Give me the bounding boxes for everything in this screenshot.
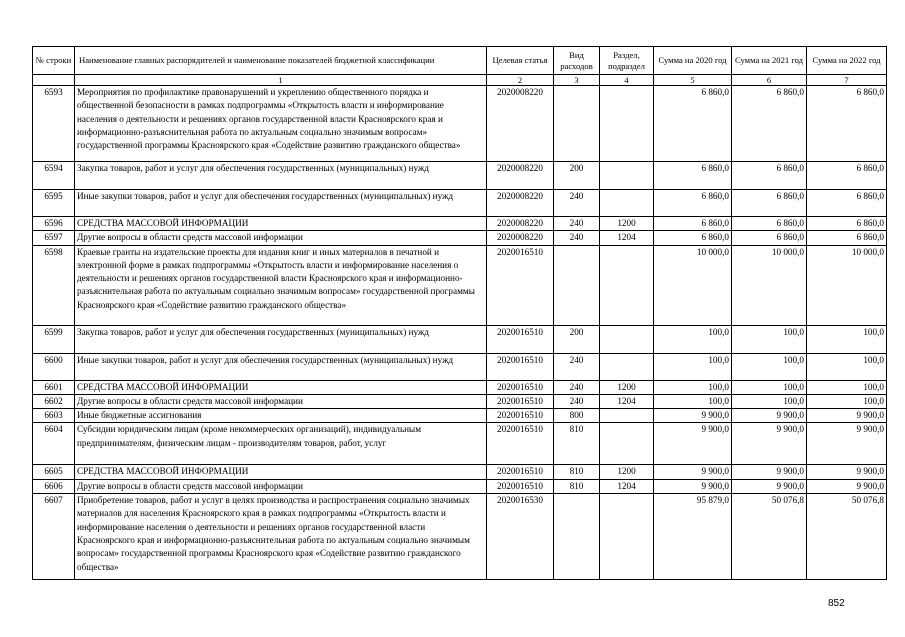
expense-kind-cell: 240 bbox=[554, 394, 600, 408]
sum-2022-cell: 6 860,0 bbox=[807, 190, 887, 217]
sum-2020-cell: 95 879,0 bbox=[654, 494, 732, 580]
header-name: Наименование главных распорядителей и наименование показателей бюджетной классификации bbox=[75, 47, 487, 75]
column-number: 4 bbox=[600, 75, 654, 86]
row-number-cell: 6607 bbox=[33, 494, 75, 580]
row-number-cell: 6601 bbox=[33, 380, 75, 394]
sum-2021-cell: 50 076,8 bbox=[732, 494, 807, 580]
row-number-cell: 6600 bbox=[33, 353, 75, 380]
row-name-cell: Мероприятия по профилактике правонарушений и укреплению общественного порядка и общественной безопасности в рамках подпрограммы «Открытость власти и информирование населения о деятельности и решениях органов государственной власти Красноярского края и информационно-разъяснительная работа по актуальным социально значимым вопросам» государственной программы Красноярского края «Содействие развитию гражданского общества» bbox=[75, 86, 487, 162]
sum-2020-cell: 10 000,0 bbox=[654, 245, 732, 325]
column-number-blank bbox=[33, 75, 75, 86]
expense-kind-cell: 810 bbox=[554, 479, 600, 493]
expense-kind-cell: 810 bbox=[554, 465, 600, 479]
expense-kind-cell bbox=[554, 86, 600, 162]
table-row bbox=[33, 245, 887, 325]
target-article-cell: 2020008220 bbox=[487, 231, 554, 245]
target-article-cell: 2020008220 bbox=[487, 86, 554, 162]
expense-kind-cell: 240 bbox=[554, 231, 600, 245]
section-cell bbox=[600, 325, 654, 353]
section-cell bbox=[600, 245, 654, 325]
target-article-cell: 2020008220 bbox=[487, 162, 554, 190]
table-row bbox=[33, 86, 887, 162]
section-cell bbox=[600, 162, 654, 190]
table-row bbox=[33, 394, 887, 408]
sum-2021-cell: 9 900,0 bbox=[732, 479, 807, 493]
sum-2020-cell: 100,0 bbox=[654, 394, 732, 408]
sum-2020-cell: 9 900,0 bbox=[654, 409, 732, 423]
sum-2020-cell: 9 900,0 bbox=[654, 465, 732, 479]
row-number-cell: 6596 bbox=[33, 217, 75, 231]
row-name-cell: Иные закупки товаров, работ и услуг для обеспечения государственных (муниципальных) нужд bbox=[75, 353, 487, 380]
row-number-cell: 6605 bbox=[33, 465, 75, 479]
row-name-cell: Субсидии юридическим лицам (кроме некоммерческих организаций), индивидуальным предпринимателям, физическим лицам - производителям товаров, работ, услуг bbox=[75, 423, 487, 465]
sum-2022-cell: 100,0 bbox=[807, 380, 887, 394]
sum-2021-cell: 6 860,0 bbox=[732, 217, 807, 231]
target-article-cell: 2020016510 bbox=[487, 353, 554, 380]
sum-2021-cell: 6 860,0 bbox=[732, 190, 807, 217]
target-article-cell: 2020016510 bbox=[487, 423, 554, 465]
sum-2021-cell: 9 900,0 bbox=[732, 423, 807, 465]
expense-kind-cell: 200 bbox=[554, 162, 600, 190]
row-number-cell: 6595 bbox=[33, 190, 75, 217]
column-number: 5 bbox=[654, 75, 732, 86]
row-name-cell: Другие вопросы в области средств массовой информации bbox=[75, 479, 487, 493]
row-name-cell: Приобретение товаров, работ и услуг в целях производства и распространения социально значимых материалов для населения Красноярского края в рамках подпрограммы «Открытость власти и информирование населения о деятельности и решениях органов государственной власти Красноярского края и информационно-разъяснительная работа по актуальным социально значимым вопросам» государственной программы Красноярского края «Содействие развитию гражданского общества» bbox=[75, 494, 487, 580]
row-name-cell: СРЕДСТВА МАССОВОЙ ИНФОРМАЦИИ bbox=[75, 380, 487, 394]
table-row bbox=[33, 162, 887, 190]
section-cell: 1204 bbox=[600, 394, 654, 408]
section-cell bbox=[600, 494, 654, 580]
expense-kind-cell: 810 bbox=[554, 423, 600, 465]
column-number: 6 bbox=[732, 75, 807, 86]
sum-2021-cell: 6 860,0 bbox=[732, 231, 807, 245]
header-sum-2020: Сумма на 2020 год bbox=[654, 47, 732, 75]
sum-2020-cell: 100,0 bbox=[654, 325, 732, 353]
sum-2020-cell: 9 900,0 bbox=[654, 479, 732, 493]
header-sum-2022: Сумма на 2022 год bbox=[807, 47, 887, 75]
row-name-cell: СРЕДСТВА МАССОВОЙ ИНФОРМАЦИИ bbox=[75, 465, 487, 479]
column-number: 1 bbox=[75, 75, 487, 86]
section-cell bbox=[600, 190, 654, 217]
table-row bbox=[33, 409, 887, 423]
sum-2021-cell: 6 860,0 bbox=[732, 86, 807, 162]
expense-kind-cell: 240 bbox=[554, 190, 600, 217]
header-target-article: Целевая статья bbox=[487, 47, 554, 75]
sum-2021-cell: 9 900,0 bbox=[732, 465, 807, 479]
section-cell bbox=[600, 86, 654, 162]
sum-2020-cell: 100,0 bbox=[654, 353, 732, 380]
sum-2022-cell: 100,0 bbox=[807, 325, 887, 353]
section-cell: 1204 bbox=[600, 479, 654, 493]
target-article-cell: 2020008220 bbox=[487, 217, 554, 231]
sum-2021-cell: 9 900,0 bbox=[732, 409, 807, 423]
row-number-cell: 6602 bbox=[33, 394, 75, 408]
row-number-cell: 6603 bbox=[33, 409, 75, 423]
target-article-cell: 2020016510 bbox=[487, 479, 554, 493]
expense-kind-cell: 800 bbox=[554, 409, 600, 423]
target-article-cell: 2020008220 bbox=[487, 190, 554, 217]
sum-2022-cell: 9 900,0 bbox=[807, 465, 887, 479]
table-row bbox=[33, 217, 887, 231]
sum-2022-cell: 100,0 bbox=[807, 394, 887, 408]
target-article-cell: 2020016510 bbox=[487, 409, 554, 423]
row-name-cell: СРЕДСТВА МАССОВОЙ ИНФОРМАЦИИ bbox=[75, 217, 487, 231]
header-row bbox=[33, 47, 887, 75]
column-numbers-row bbox=[33, 75, 887, 86]
sum-2020-cell: 6 860,0 bbox=[654, 162, 732, 190]
section-cell: 1200 bbox=[600, 465, 654, 479]
sum-2021-cell: 100,0 bbox=[732, 394, 807, 408]
column-number: 2 bbox=[487, 75, 554, 86]
expense-kind-cell: 240 bbox=[554, 380, 600, 394]
section-cell: 1200 bbox=[600, 380, 654, 394]
header-row-number: № строки bbox=[33, 47, 75, 75]
section-cell bbox=[600, 423, 654, 465]
row-number-cell: 6593 bbox=[33, 86, 75, 162]
budget-table bbox=[32, 46, 887, 580]
section-cell: 1204 bbox=[600, 231, 654, 245]
table-row bbox=[33, 479, 887, 493]
row-name-cell: Другие вопросы в области средств массовой информации bbox=[75, 231, 487, 245]
row-name-cell: Краевые гранты на издательские проекты для издания книг и иных материалов в печатной и электронной форме в рамках подпрограммы «Открытость власти и информирование населения о деятельности и решениях органов государственной власти Красноярского края и информационно-разъяснительная работа по актуальным социально значимым вопросам» государственной программы Красноярского края «Содействие развитию гражданского общества» bbox=[75, 245, 487, 325]
target-article-cell: 2020016510 bbox=[487, 380, 554, 394]
expense-kind-cell: 240 bbox=[554, 353, 600, 380]
header-section: Раздел, подраздел bbox=[600, 47, 654, 75]
row-number-cell: 6599 bbox=[33, 325, 75, 353]
table-row bbox=[33, 465, 887, 479]
row-name-cell: Иные бюджетные ассигнования bbox=[75, 409, 487, 423]
table-row bbox=[33, 353, 887, 380]
table-body bbox=[33, 86, 887, 580]
row-name-cell: Другие вопросы в области средств массовой информации bbox=[75, 394, 487, 408]
sum-2022-cell: 6 860,0 bbox=[807, 217, 887, 231]
sum-2020-cell: 100,0 bbox=[654, 380, 732, 394]
expense-kind-cell bbox=[554, 245, 600, 325]
target-article-cell: 2020016510 bbox=[487, 465, 554, 479]
table-row bbox=[33, 380, 887, 394]
row-number-cell: 6598 bbox=[33, 245, 75, 325]
row-number-cell: 6604 bbox=[33, 423, 75, 465]
row-name-cell: Закупка товаров, работ и услуг для обеспечения государственных (муниципальных) нужд bbox=[75, 162, 487, 190]
row-name-cell: Иные закупки товаров, работ и услуг для обеспечения государственных (муниципальных) нужд bbox=[75, 190, 487, 217]
page-number: 852 bbox=[828, 598, 845, 609]
section-cell bbox=[600, 409, 654, 423]
expense-kind-cell: 240 bbox=[554, 217, 600, 231]
header-sum-2021: Сумма на 2021 год bbox=[732, 47, 807, 75]
target-article-cell: 2020016510 bbox=[487, 245, 554, 325]
sum-2020-cell: 6 860,0 bbox=[654, 231, 732, 245]
table-row bbox=[33, 190, 887, 217]
table-row bbox=[33, 423, 887, 465]
sum-2022-cell: 50 076,8 bbox=[807, 494, 887, 580]
target-article-cell: 2020016530 bbox=[487, 494, 554, 580]
sum-2022-cell: 6 860,0 bbox=[807, 86, 887, 162]
sum-2021-cell: 100,0 bbox=[732, 380, 807, 394]
sum-2021-cell: 10 000,0 bbox=[732, 245, 807, 325]
sum-2022-cell: 9 900,0 bbox=[807, 409, 887, 423]
sum-2021-cell: 6 860,0 bbox=[732, 162, 807, 190]
target-article-cell: 2020016510 bbox=[487, 394, 554, 408]
section-cell: 1200 bbox=[600, 217, 654, 231]
sum-2022-cell: 9 900,0 bbox=[807, 423, 887, 465]
table-row bbox=[33, 231, 887, 245]
row-name-cell: Закупка товаров, работ и услуг для обеспечения государственных (муниципальных) нужд bbox=[75, 325, 487, 353]
row-number-cell: 6606 bbox=[33, 479, 75, 493]
sum-2020-cell: 9 900,0 bbox=[654, 423, 732, 465]
sum-2022-cell: 9 900,0 bbox=[807, 479, 887, 493]
sum-2022-cell: 10 000,0 bbox=[807, 245, 887, 325]
sum-2022-cell: 6 860,0 bbox=[807, 231, 887, 245]
sum-2020-cell: 6 860,0 bbox=[654, 217, 732, 231]
header-expense-kind: Вид расходов bbox=[554, 47, 600, 75]
column-number: 7 bbox=[807, 75, 887, 86]
sum-2020-cell: 6 860,0 bbox=[654, 86, 732, 162]
sum-2022-cell: 6 860,0 bbox=[807, 162, 887, 190]
expense-kind-cell bbox=[554, 494, 600, 580]
target-article-cell: 2020016510 bbox=[487, 325, 554, 353]
row-number-cell: 6594 bbox=[33, 162, 75, 190]
sum-2021-cell: 100,0 bbox=[732, 353, 807, 380]
column-number: 3 bbox=[554, 75, 600, 86]
table-row bbox=[33, 325, 887, 353]
section-cell bbox=[600, 353, 654, 380]
sum-2020-cell: 6 860,0 bbox=[654, 190, 732, 217]
table-row bbox=[33, 494, 887, 580]
row-number-cell: 6597 bbox=[33, 231, 75, 245]
table-header bbox=[33, 47, 887, 86]
expense-kind-cell: 200 bbox=[554, 325, 600, 353]
sum-2021-cell: 100,0 bbox=[732, 325, 807, 353]
sum-2022-cell: 100,0 bbox=[807, 353, 887, 380]
